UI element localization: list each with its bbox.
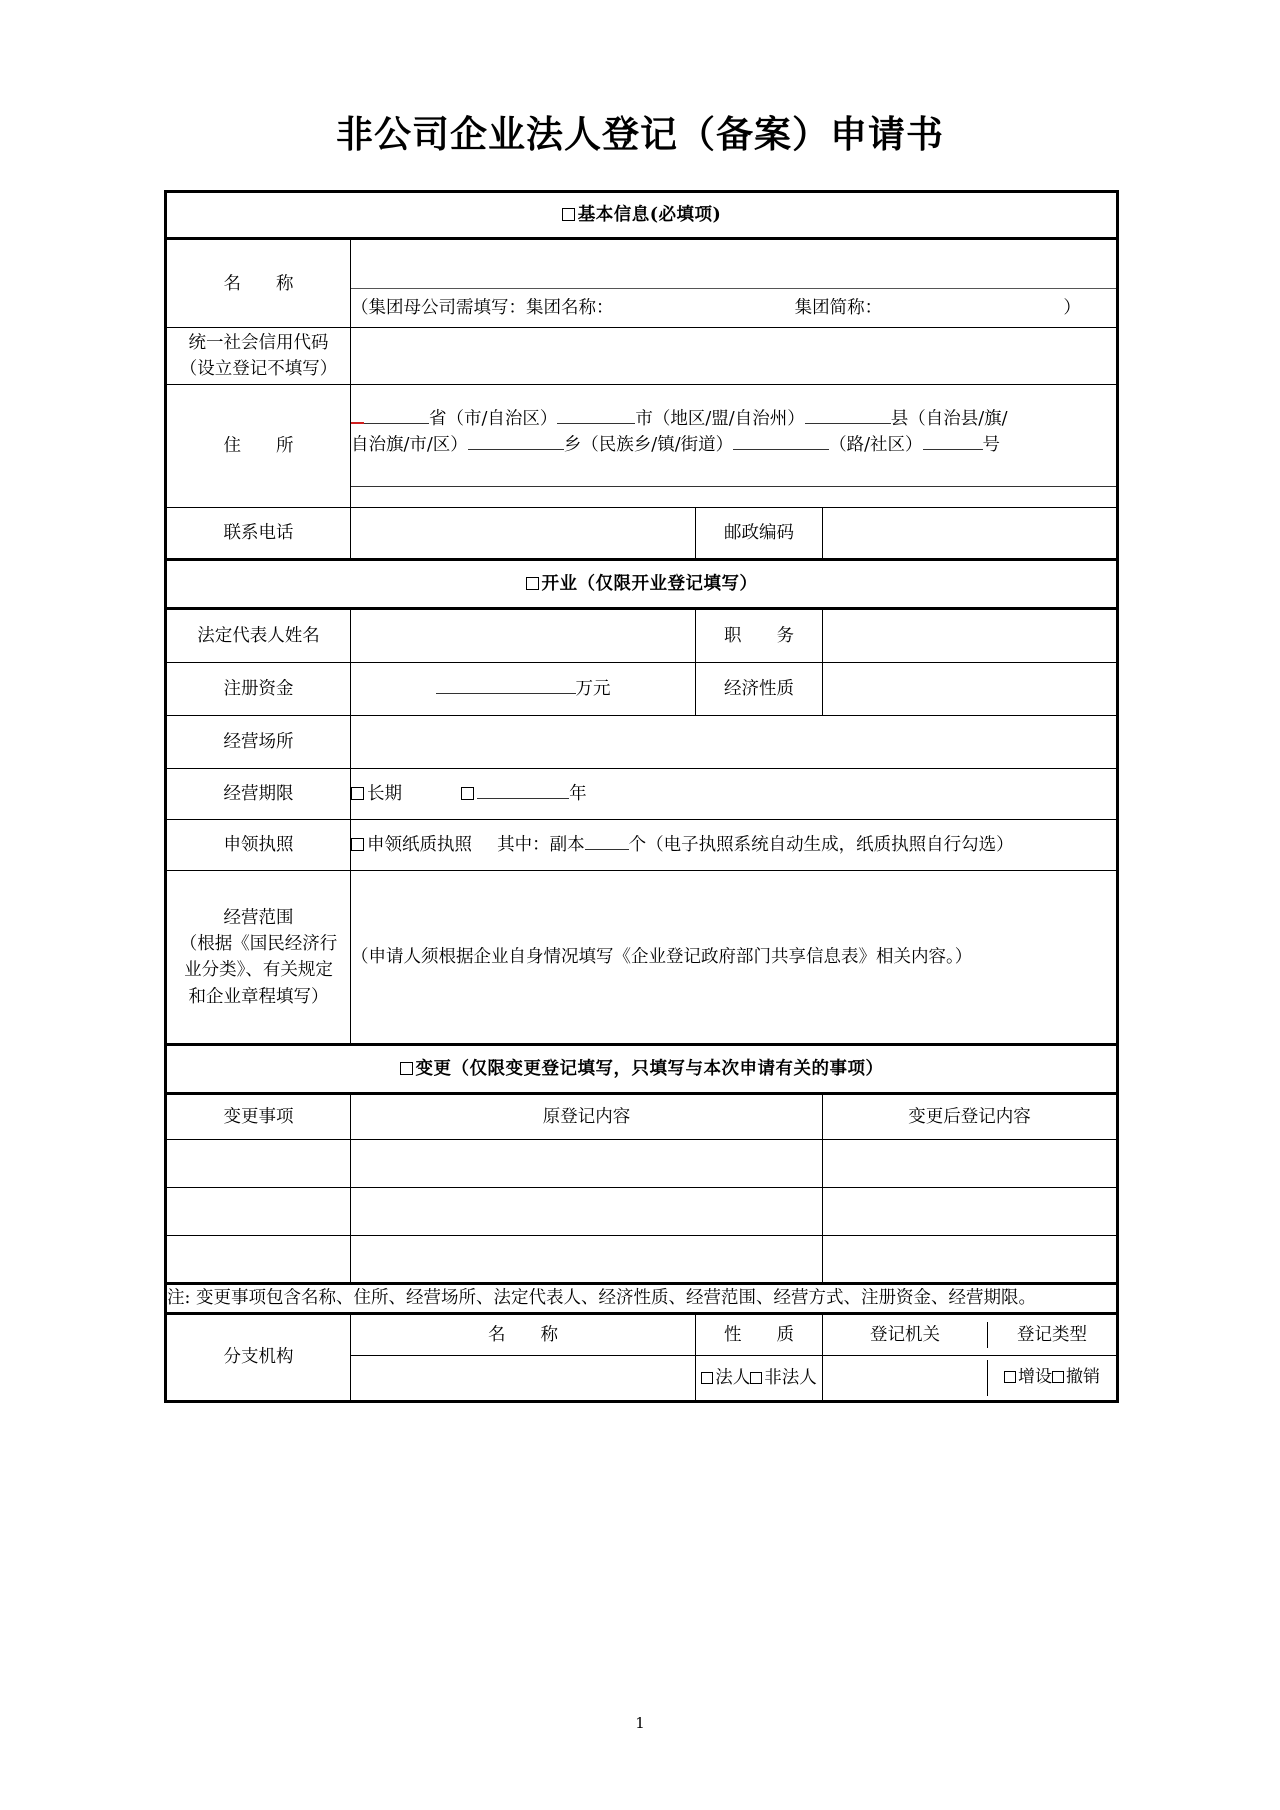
checkbox-paper-license-icon[interactable] <box>351 838 364 851</box>
address-extra-input[interactable] <box>351 468 1116 487</box>
city-suffix: 市（地区/盟/自治州） <box>635 408 805 429</box>
term-years-input[interactable] <box>477 798 569 799</box>
phone-row <box>166 508 1118 560</box>
change-table-header-row <box>166 1094 1118 1140</box>
address-line-2 <box>351 432 1116 458</box>
change-new-cell[interactable] <box>823 1236 1118 1284</box>
town-suffix: 乡（民族乡/镇/街道） <box>563 434 734 455</box>
address-input-area[interactable] <box>351 385 1118 508</box>
change-original-cell[interactable] <box>351 1236 823 1284</box>
position-input[interactable] <box>823 609 1118 663</box>
district-prefix: 自治旗/市/区） <box>351 434 468 455</box>
term-label: 经营期限 <box>166 769 351 820</box>
economic-nature-label: 经济性质 <box>696 663 823 716</box>
section-header-change-row <box>166 1045 1118 1094</box>
postcode-label: 邮政编码 <box>696 508 823 560</box>
change-note-row <box>166 1284 1118 1313</box>
change-col-original: 原登记内容 <box>351 1094 823 1140</box>
credit-code-input[interactable] <box>351 328 1118 385</box>
section-header-change: 变更（仅限变更登记填写，只填写与本次申请有关的事项） <box>166 1045 1118 1094</box>
name-row <box>166 239 1118 289</box>
change-table-row <box>166 1236 1118 1284</box>
branch-nature-opt1: 法人 <box>715 1367 751 1388</box>
phone-input[interactable] <box>351 508 696 560</box>
license-note: 个（电子执照系统自动生成，纸质执照自行勾选） <box>628 835 1014 856</box>
credit-code-label <box>166 328 351 385</box>
name-input[interactable] <box>351 239 1118 289</box>
change-original-cell[interactable] <box>351 1140 823 1188</box>
checkbox-term-years-icon[interactable] <box>461 787 474 800</box>
form-container <box>164 190 1116 1402</box>
address-row <box>166 385 1118 508</box>
section-header-opening: 开业（仅限开业登记填写） <box>166 560 1118 609</box>
name-label: 名 称 <box>166 239 351 328</box>
checkbox-change-icon[interactable] <box>400 1062 413 1075</box>
checkbox-remove-branch-icon[interactable] <box>1052 1371 1064 1383</box>
change-item-cell[interactable] <box>166 1140 351 1188</box>
legal-rep-row <box>166 609 1118 663</box>
branch-col-nature: 性 质 <box>696 1313 823 1355</box>
branch-type-opt1: 增设 <box>1018 1366 1052 1387</box>
term-options[interactable] <box>351 769 1118 820</box>
road-suffix: （路/社区） <box>829 434 923 455</box>
change-note: 注: 变更事项包含名称、住所、经营场所、法定代表人、经济性质、经营范围、经营方式、注册资金、经营期限。 <box>166 1284 1118 1313</box>
license-options[interactable] <box>351 820 1118 871</box>
branch-authority-input[interactable] <box>823 1360 988 1396</box>
section-header-opening-row <box>166 560 1118 609</box>
section-header-basic-row <box>166 192 1118 239</box>
scope-label-line1: 经营范围 <box>223 907 294 928</box>
capital-label: 注册资金 <box>166 663 351 716</box>
checkbox-term-long-icon[interactable] <box>351 787 364 800</box>
capital-row <box>166 663 1118 716</box>
license-label: 申领执照 <box>166 820 351 871</box>
road-input[interactable] <box>923 449 983 450</box>
branch-type-options[interactable] <box>988 1360 1117 1396</box>
address-line-1 <box>351 406 1116 432</box>
premises-label: 经营场所 <box>166 716 351 769</box>
address-line-3 <box>351 458 1116 487</box>
scope-input-area[interactable] <box>351 871 1118 1045</box>
license-opt-label: 申领纸质执照 <box>367 835 472 856</box>
address-label: 住 所 <box>166 385 351 508</box>
phone-label: 联系电话 <box>166 508 351 560</box>
scope-label-line2: （根据《国民经济行 <box>179 934 338 955</box>
credit-code-label-line2: （设立登记不填写） <box>179 359 338 380</box>
scope-label-line4: 和企业章程填写） <box>188 986 329 1007</box>
county-input[interactable] <box>805 423 891 424</box>
branch-col-authority-label: 登记机关 <box>870 1324 940 1345</box>
credit-code-row <box>166 328 1118 385</box>
town-input[interactable] <box>733 449 829 450</box>
premises-row <box>166 716 1118 769</box>
credit-code-label-line1: 统一社会信用代码 <box>188 333 329 354</box>
change-original-cell[interactable] <box>351 1188 823 1236</box>
branch-nature-opt2: 非法人 <box>764 1367 817 1388</box>
checkbox-basic-info-icon[interactable] <box>562 208 575 221</box>
checkbox-legal-person-icon[interactable] <box>701 1372 713 1384</box>
change-col-item: 变更事项 <box>166 1094 351 1140</box>
group-short-label: 集团简称： <box>794 298 883 319</box>
scope-helper-note: （申请人须根据企业自身情况填写《企业登记政府部门共享信息表》相关内容。） <box>351 947 973 968</box>
legal-rep-input[interactable] <box>351 609 696 663</box>
term-years-label: 年 <box>569 784 587 805</box>
branch-col-authority <box>823 1313 1118 1355</box>
license-row <box>166 820 1118 871</box>
capital-input-cell[interactable] <box>351 663 696 716</box>
economic-nature-input[interactable] <box>823 663 1118 716</box>
branch-type-opt2: 撤销 <box>1066 1366 1100 1387</box>
group-company-note <box>351 289 1118 328</box>
change-new-cell[interactable] <box>823 1140 1118 1188</box>
change-table-row <box>166 1140 1118 1188</box>
district-input[interactable] <box>468 449 564 450</box>
scope-label-line3: 业分类》、有关规定 <box>184 960 333 981</box>
license-copies-input[interactable] <box>585 849 629 850</box>
capital-input[interactable] <box>436 693 576 694</box>
branch-name-input[interactable] <box>351 1355 696 1401</box>
branch-nature-options[interactable] <box>696 1355 823 1401</box>
premises-input[interactable] <box>351 716 1118 769</box>
branch-col-type-label: 登记类型 <box>988 1322 1117 1348</box>
term-row <box>166 769 1118 820</box>
city-input[interactable] <box>557 423 635 424</box>
province-suffix: 省（市/自治区） <box>429 408 558 429</box>
registration-form-table <box>164 190 1119 1402</box>
change-col-new: 变更后登记内容 <box>823 1094 1118 1140</box>
branch-label: 分支机构 <box>166 1313 351 1401</box>
scope-label <box>166 871 351 1045</box>
checkbox-non-legal-person-icon[interactable] <box>750 1372 762 1384</box>
term-long-label: 长期 <box>367 784 402 805</box>
group-note-prefix: （集团母公司需填写：集团名称： <box>351 298 614 319</box>
position-label: 职 务 <box>696 609 823 663</box>
capital-unit: 万元 <box>575 679 611 700</box>
postcode-input[interactable] <box>823 508 1118 560</box>
change-item-cell[interactable] <box>166 1236 351 1284</box>
branch-header-row <box>166 1313 1118 1355</box>
section-header-basic: 基本信息(必填项) <box>166 192 1118 239</box>
county-suffix: 县（自治县/旗/ <box>890 408 1008 429</box>
change-table-row <box>166 1188 1118 1236</box>
branch-authority-and-type[interactable] <box>823 1355 1118 1401</box>
legal-rep-label: 法定代表人姓名 <box>166 609 351 663</box>
checkbox-add-branch-icon[interactable] <box>1004 1371 1016 1383</box>
checkbox-opening-icon[interactable] <box>526 577 539 590</box>
page-title: 非公司企业法人登记（备案）申请书 <box>336 112 944 156</box>
number-suffix: 号 <box>982 434 1000 455</box>
province-input[interactable] <box>351 423 429 424</box>
license-copies-label: 其中：副本 <box>497 835 585 856</box>
change-item-cell[interactable] <box>166 1188 351 1236</box>
page-number: 1 <box>635 1714 645 1732</box>
scope-row <box>166 871 1118 1045</box>
change-new-cell[interactable] <box>823 1188 1118 1236</box>
branch-col-name: 名 称 <box>351 1313 696 1355</box>
group-note-suffix: ） <box>1063 298 1081 319</box>
